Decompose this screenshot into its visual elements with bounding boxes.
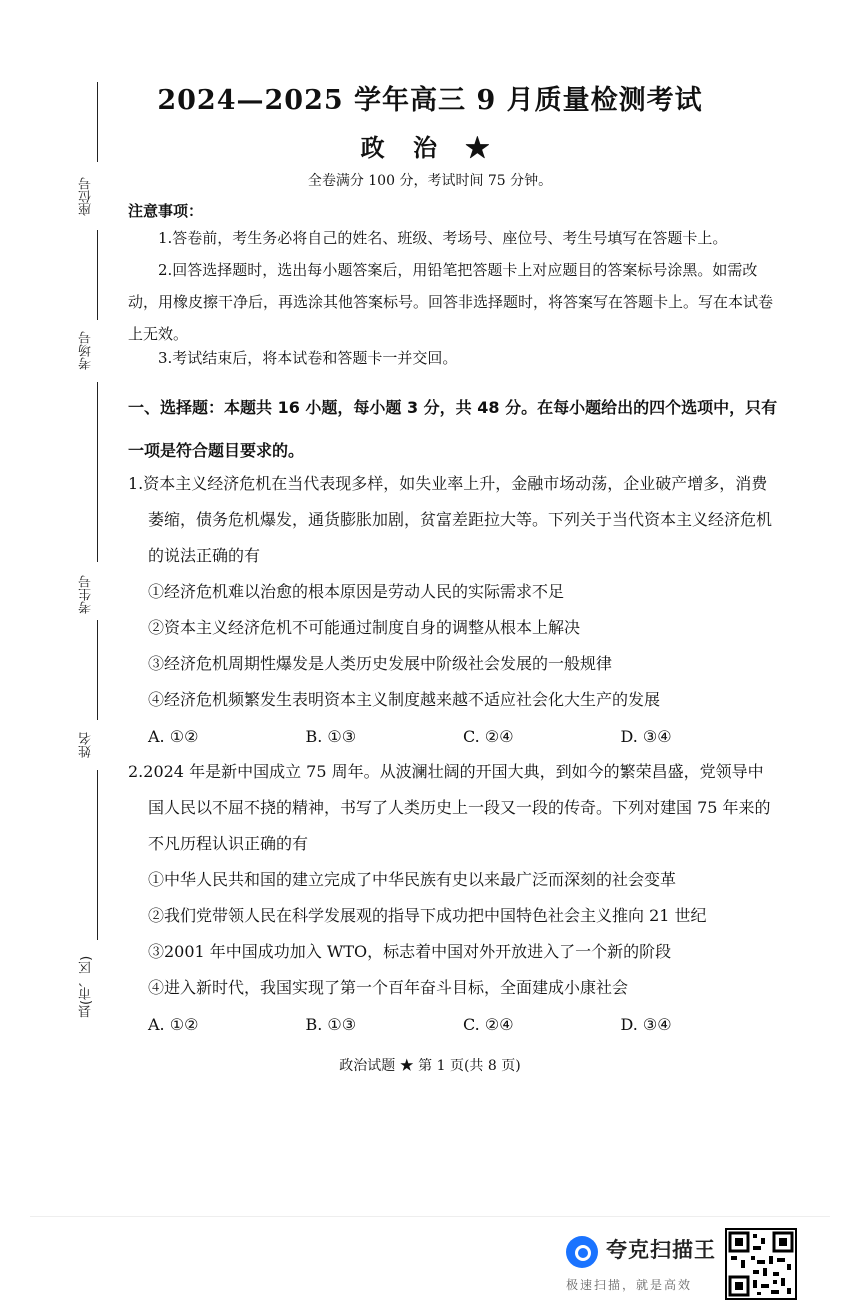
exam-no-label: 考生号 xyxy=(79,575,94,614)
divider xyxy=(30,1216,830,1217)
notice-heading: 注意事项： xyxy=(128,202,204,220)
option-d: D. ③④ xyxy=(620,727,672,746)
scanner-watermark xyxy=(566,1232,716,1292)
answer-options xyxy=(128,720,778,754)
question-item: ④进入新时代，我国实现了第一个百年奋斗目标，全面建成小康社会 xyxy=(148,978,629,997)
question-item: ②资本主义经济危机不可能通过制度自身的调整从根本上解决 xyxy=(148,618,581,637)
page-footer: 政治试题 ★ 第 1 页(共 8 页) xyxy=(339,1058,521,1074)
question-item: ③经济危机周期性爆发是人类历史发展中阶级社会发展的一般规律 xyxy=(148,654,613,673)
score-info: 全卷满分 100 分，考试时间 75 分钟。 xyxy=(307,173,553,189)
question-item: ①中华人民共和国的建立完成了中华民族有史以来最广泛而深刻的社会变革 xyxy=(148,870,677,889)
question-item: ②我们党带领人民在科学发展观的指导下成功把中国特色社会主义推向 21 世纪 xyxy=(148,906,707,925)
option-b: B. ①③ xyxy=(305,1015,357,1034)
binding-line xyxy=(97,620,98,720)
subject-title: 政 治 ★ xyxy=(360,133,500,162)
county-label: 县(市、区) xyxy=(79,955,94,1018)
question-item: ①经济危机难以治愈的根本原因是劳动人民的实际需求不足 xyxy=(148,582,565,601)
exam-room-label: 考场号 xyxy=(79,331,94,370)
quark-logo-icon xyxy=(566,1236,598,1268)
question-item: ③2001 年中国成功加入 WTO，标志着中国对外开放进入了一个新的阶段 xyxy=(148,942,672,961)
question-item: ④经济危机频繁发生表明资本主义制度越来越不适应社会化大生产的发展 xyxy=(148,690,661,709)
question-2 xyxy=(128,754,778,1042)
option-a: A. ①② xyxy=(148,1015,199,1034)
section-heading: 一、选择题：本题共 16 小题，每小题 3 分，共 48 分。在每小题给出的四个选项中，只有一项是符合题目要求的。 xyxy=(128,398,778,460)
option-c: C. ②④ xyxy=(463,1015,514,1034)
binding-line xyxy=(97,770,98,940)
question-stem: 1.资本主义经济危机在当代表现多样，如失业率上升，金融市场动荡，企业破产增多，消费萎缩，债务危机爆发，通货膨胀加剧，贫富差距拉大等。下列关于当代资本主义经济危机的说法正确的有 xyxy=(128,474,773,565)
option-d: D. ③④ xyxy=(620,1015,672,1034)
option-c: C. ②④ xyxy=(463,727,514,746)
option-a: A. ①② xyxy=(148,727,199,746)
exam-title: 2024—2025 学年高三 9 月质量检测考试 xyxy=(157,85,703,116)
binding-line xyxy=(97,382,98,562)
question-1 xyxy=(128,466,778,754)
name-label: 姓名 xyxy=(79,732,94,758)
notice-item-1: 1.答卷前，考生务必将自己的姓名、班级、考场号、座位号、考生号填写在答题卡上。 xyxy=(158,229,728,247)
notice-item-2: 2.回答选择题时，选出每小题答案后，用铅笔把答题卡上对应题目的答案标号涂黑。如需改动，用橡皮擦干净后，再选涂其他答案标号。回答非选择题时，将答案写在答题卡上。写在本试卷上无效。 xyxy=(128,261,774,343)
answer-options xyxy=(128,1008,778,1042)
seat-label: 座位号 xyxy=(79,177,94,216)
question-stem: 2.2024 年是新中国成立 75 周年。从波澜壮阔的开国大典，到如今的繁荣昌盛，党领导中国人民以不屈不挠的精神，书写了人类历史上一段又一段的传奇。下列对建国 75 年来的不凡历程认识正确的有 xyxy=(128,762,771,853)
binding-line xyxy=(97,230,98,320)
qr-code-icon xyxy=(725,1228,797,1300)
option-b: B. ①③ xyxy=(305,727,357,746)
app-name: 夸克扫描王 xyxy=(606,1238,716,1262)
notice-item-3: 3.考试结束后，将本试卷和答题卡一并交回。 xyxy=(158,349,458,367)
app-slogan: 极速扫描，就是高效 xyxy=(566,1278,693,1292)
